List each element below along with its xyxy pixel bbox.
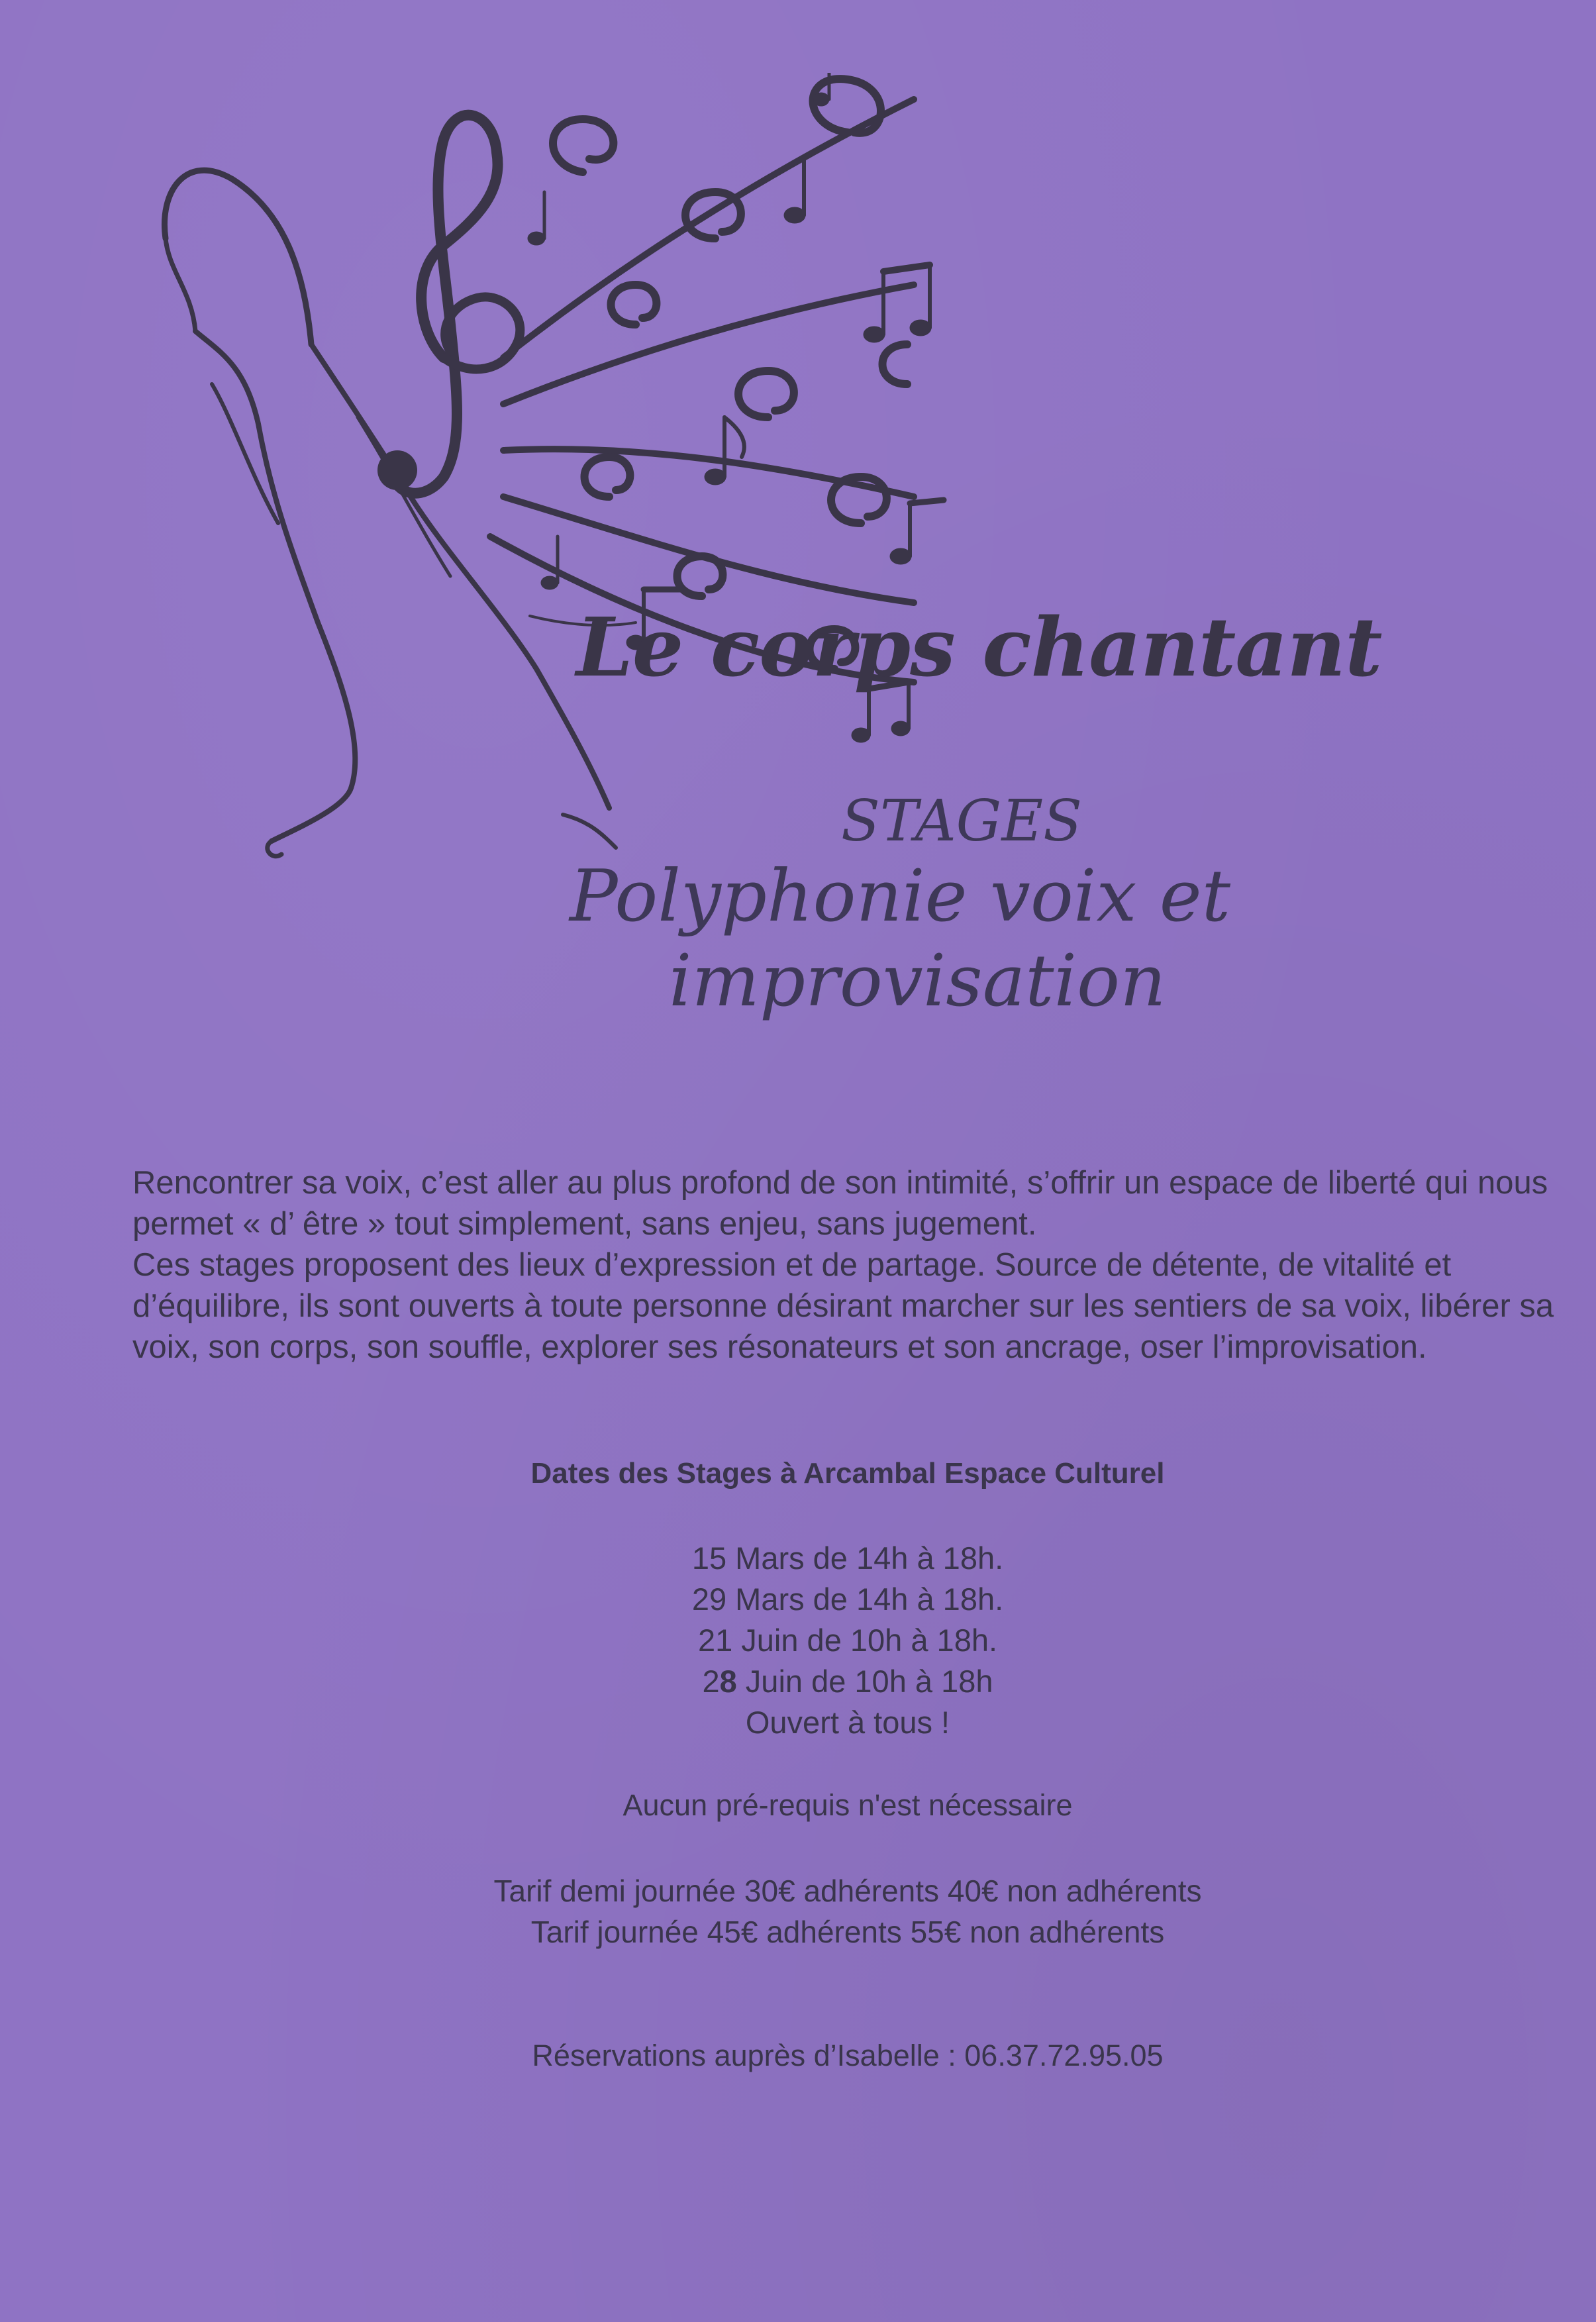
date-item: 15 Mars de 14h à 18h. xyxy=(691,1540,1004,1576)
date-item: 21 Juin de 10h à 18h. xyxy=(697,1623,998,1658)
reservation-contact: Réservations auprès d’Isabelle : 06.37.72.95.05 xyxy=(532,2039,1164,2072)
date-item: 29 Mars de 14h à 18h. xyxy=(691,1582,1004,1617)
date-day-corrected-digit: 8 xyxy=(719,1664,737,1699)
subtitle-line-2: improvisation xyxy=(669,940,1166,1023)
stages-label: STAGES xyxy=(841,788,1083,854)
flyer-title: Le corps chantant xyxy=(576,599,1382,695)
intro-paragraph-1: Rencontrer sa voix, c’est aller au plus profond de son intimité, s’offrir un espace de liberté qui nous permet « d’ être » tout simplement, sans enjeu, sans jugement. xyxy=(132,1165,1548,1242)
singing-figure-illustration xyxy=(132,73,954,887)
intro-paragraph-2: Ces stages proposent des lieux d’expression et de partage. Source de détente, de vitalité et d’équilibre, ils sont ouverts à toute personne désirant marcher sur les sentiers de sa voix, libérer sa voix, son corps, son souffle, explorer ses résonateurs et son ancrage, oser l’improvisation. xyxy=(132,1247,1554,1365)
dates-list xyxy=(0,1538,1596,1743)
intro-text xyxy=(132,1162,1576,1368)
date-day-prefix: 2 xyxy=(702,1664,720,1699)
tarifs xyxy=(0,1870,1596,1952)
flyer-subtitle xyxy=(570,854,1464,1024)
tarif-half-day: Tarif demi journée 30€ adhérents 40€ non adhérents xyxy=(493,1874,1202,1908)
dates-heading: Dates des Stages à Arcambal Espace Culturel xyxy=(530,1457,1165,1489)
tarif-full-day: Tarif journée 45€ adhérents 55€ non adhérents xyxy=(530,1915,1165,1949)
date-item xyxy=(0,1661,1596,1702)
open-note: Ouvert à tous ! xyxy=(745,1705,950,1740)
subtitle-line-1: Polyphonie voix et xyxy=(570,855,1231,938)
date-rest: Juin de 10h à 18h xyxy=(736,1664,993,1699)
prerequisites-note: Aucun pré-requis n'est nécessaire xyxy=(623,1788,1073,1822)
